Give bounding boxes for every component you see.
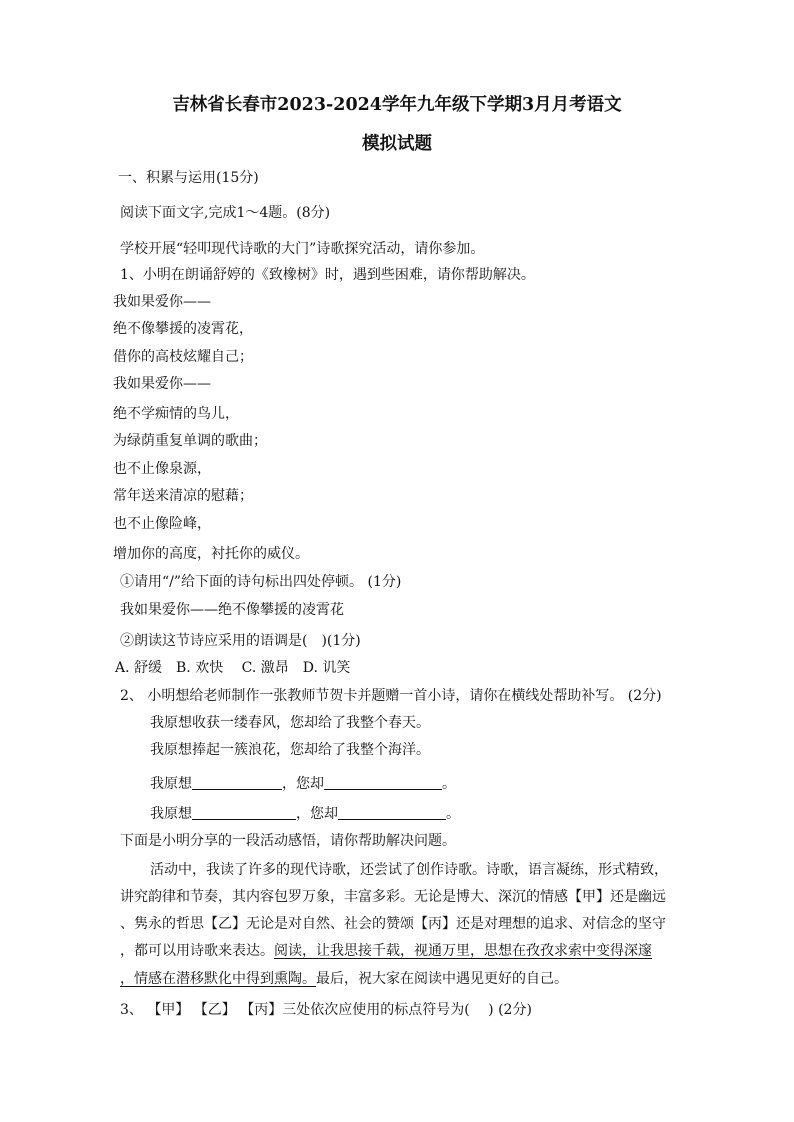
poem-line: 也不止像险峰， <box>113 516 211 532</box>
poem-line: 我如果爱你—— <box>113 376 211 392</box>
poem-line: 借你的高枝炫耀自己； <box>113 349 253 365</box>
reflection-intro: 下面是小明分享的一段活动感悟，请你帮助解决问题。 <box>120 833 456 849</box>
question-3-prompt: 3、 【甲】 【乙】 【丙】三处依次应使用的标点符号为( ) (2分) <box>120 1002 532 1018</box>
paragraph-line: 、隽永的哲思【乙】无论是对自然、社会的赞颂【丙】还是对理想的追求、对信念的坚守 <box>120 916 666 932</box>
fill-middle: ，您却 <box>296 806 338 822</box>
paragraph-line: 讲究韵律和节奏，其内容包罗万象，丰富多彩。无论是博大、深沉的情感【甲】还是幽远 <box>120 889 666 905</box>
poem-line: 增加你的高度，衬托你的威仪。 <box>113 546 309 562</box>
poem-line: 绝不学痴情的鸟儿， <box>113 406 239 422</box>
poem-line: 为绿荫重复单调的歌曲； <box>113 433 267 449</box>
poem-line: 绝不像攀援的凌霄花， <box>113 321 253 337</box>
question-1-options: A. 舒缓 B. 欢快 C. 激昂 D. 讥笑 <box>115 660 351 676</box>
reading-instruction: 阅读下面文字,完成1～4题。(8分) <box>120 205 331 221</box>
question-1-sub1-line: 我如果爱你——绝不像攀援的凌霄花 <box>120 602 344 618</box>
question-1-prompt: 1、小明在朗诵舒婷的《致橡树》时，遇到些困难，请你帮助解决。 <box>120 267 535 283</box>
answer-blank[interactable] <box>324 775 442 790</box>
underlined-sentence: 阅读，让我思接千载，视通万里，思想在孜孜求索中变得深邃 <box>274 943 652 959</box>
question-2-prompt: 2、 小明想给老师制作一张教师节贺卡并题赠一首小诗，请你在横线处帮助补写。 (2分) <box>120 688 662 704</box>
paragraph-line: 活动中，我读了许多的现代诗歌，还尝试了创作诗歌。诗歌，语言凝练，形式精致， <box>150 862 668 878</box>
poem-line: 我如果爱你—— <box>113 294 211 310</box>
question-2-fill-line <box>150 805 460 823</box>
question-2-example: 我原想捧起一簇浪花，您却给了我整个海洋。 <box>150 742 430 758</box>
poem-line: 常年送来清凉的慰藉； <box>113 488 253 504</box>
answer-blank[interactable] <box>192 775 282 790</box>
question-1-sub2: ②朗读这节诗应采用的语调是( )(1分) <box>120 633 361 649</box>
answer-blank[interactable] <box>338 805 446 820</box>
fill-middle: ，您却 <box>282 776 324 792</box>
fill-prefix: 我原想 <box>150 776 192 792</box>
poem-line: 也不止像泉源， <box>113 461 211 477</box>
fill-end: 。 <box>442 776 456 792</box>
fill-end: 。 <box>446 806 460 822</box>
paragraph-line <box>120 970 568 988</box>
document-subtitle: 模拟试题 <box>362 134 432 154</box>
fill-prefix: 我原想 <box>150 806 192 822</box>
paragraph-line <box>120 942 652 960</box>
underlined-sentence: ，情感在潜移默化中得到熏陶。 <box>120 971 316 987</box>
answer-blank[interactable] <box>192 805 296 820</box>
paragraph-text: 最后，祝大家在阅读中遇见更好的自己。 <box>316 971 568 987</box>
question-2-fill-line <box>150 775 456 793</box>
question-1-sub1: ①请用“/”给下面的诗句标出四处停顿。 (1分) <box>120 574 402 590</box>
document-title: 吉林省长春市2023-2024学年九年级下学期3月月考语文 <box>172 95 622 115</box>
paragraph-text: ，都可以用诗歌来表达。 <box>120 943 274 959</box>
section-heading: 一、积累与运用(15分) <box>118 170 259 186</box>
activity-intro: 学校开展“轻叩现代诗歌的大门”诗歌探究活动，请你参加。 <box>120 241 485 257</box>
question-2-example: 我原想收获一缕春风，您却给了我整个春天。 <box>150 715 430 731</box>
